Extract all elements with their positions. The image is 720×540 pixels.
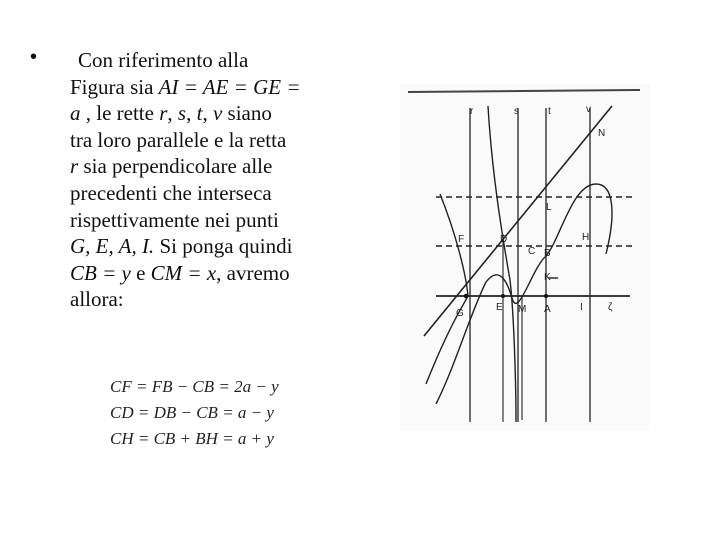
statement-text: , avremo <box>216 260 290 285</box>
point-e-marker <box>501 294 505 298</box>
separator: , <box>167 101 178 126</box>
label-b: B <box>544 248 551 259</box>
line-name-s: s <box>177 101 187 126</box>
statement-text: Si ponga quindi <box>154 234 293 259</box>
line-name-r: r <box>159 101 168 126</box>
statement-line-7: rispettivamente nei punti <box>70 207 279 232</box>
statement-text: Figura sia <box>70 74 159 99</box>
hyperbola-right-branch <box>488 106 516 422</box>
label-n: N <box>598 128 606 139</box>
geometry-figure <box>400 84 650 430</box>
line-name-r: r <box>70 154 79 179</box>
formula-list <box>110 374 279 452</box>
problem-statement <box>70 47 370 313</box>
label-h: H <box>582 232 590 243</box>
line-name-t: t <box>196 101 203 126</box>
statement-line-6: precedenti che interseca <box>70 180 272 205</box>
variable-a: a <box>70 101 81 126</box>
cubic-curve <box>436 184 612 404</box>
statement-text: , le rette <box>80 101 160 126</box>
point-a-marker <box>544 294 548 298</box>
bullet-marker: • <box>30 46 38 68</box>
label-d: D <box>500 234 508 245</box>
label-k: K <box>544 272 551 283</box>
label-r: r <box>470 106 474 117</box>
statement-line-4: tra loro parallele e la retta <box>70 127 287 152</box>
definition-x: CM = x <box>150 260 217 285</box>
statement-text: e <box>130 260 151 285</box>
statement-line-9 <box>70 260 370 287</box>
statement-line-10: allora: <box>70 287 124 312</box>
statement-line-2 <box>70 74 370 101</box>
separator: , <box>186 101 197 126</box>
label-m: M <box>518 304 527 315</box>
statement-text: sia perpendicolare alle <box>78 154 273 179</box>
separator: , <box>202 101 213 126</box>
label-a: A <box>544 304 551 315</box>
point-g-marker <box>464 294 468 298</box>
points-list: G, E, A, I. <box>70 234 155 259</box>
label-l: L <box>546 202 552 213</box>
formula-cd: CD = DB − CB = a − y <box>110 403 274 422</box>
label-v: v <box>586 104 591 115</box>
label-s: s <box>514 106 519 117</box>
label-i: I <box>580 302 583 313</box>
label-e: E <box>496 302 503 313</box>
label-t: t <box>548 106 551 117</box>
segment-equality: AI = AE = GE = <box>158 74 301 99</box>
statement-line-8 <box>70 233 370 260</box>
statement-line-5 <box>70 153 370 180</box>
label-g: G <box>456 308 464 319</box>
figure-drawing <box>400 84 650 430</box>
formula-cf: CF = FB − CB = 2a − y <box>110 377 279 396</box>
label-c: C <box>528 246 536 257</box>
label-f: F <box>458 234 465 245</box>
statement-line-1: Con riferimento alla <box>78 48 249 72</box>
statement-line-3 <box>70 100 370 127</box>
statement-text: siano <box>222 101 272 126</box>
label-zeta: ζ <box>608 302 613 313</box>
formula-ch: CH = CB + BH = a + y <box>110 429 274 448</box>
definition-y: CB = y <box>70 260 131 285</box>
top-border-line <box>408 90 640 92</box>
line-name-v: v <box>212 101 223 126</box>
